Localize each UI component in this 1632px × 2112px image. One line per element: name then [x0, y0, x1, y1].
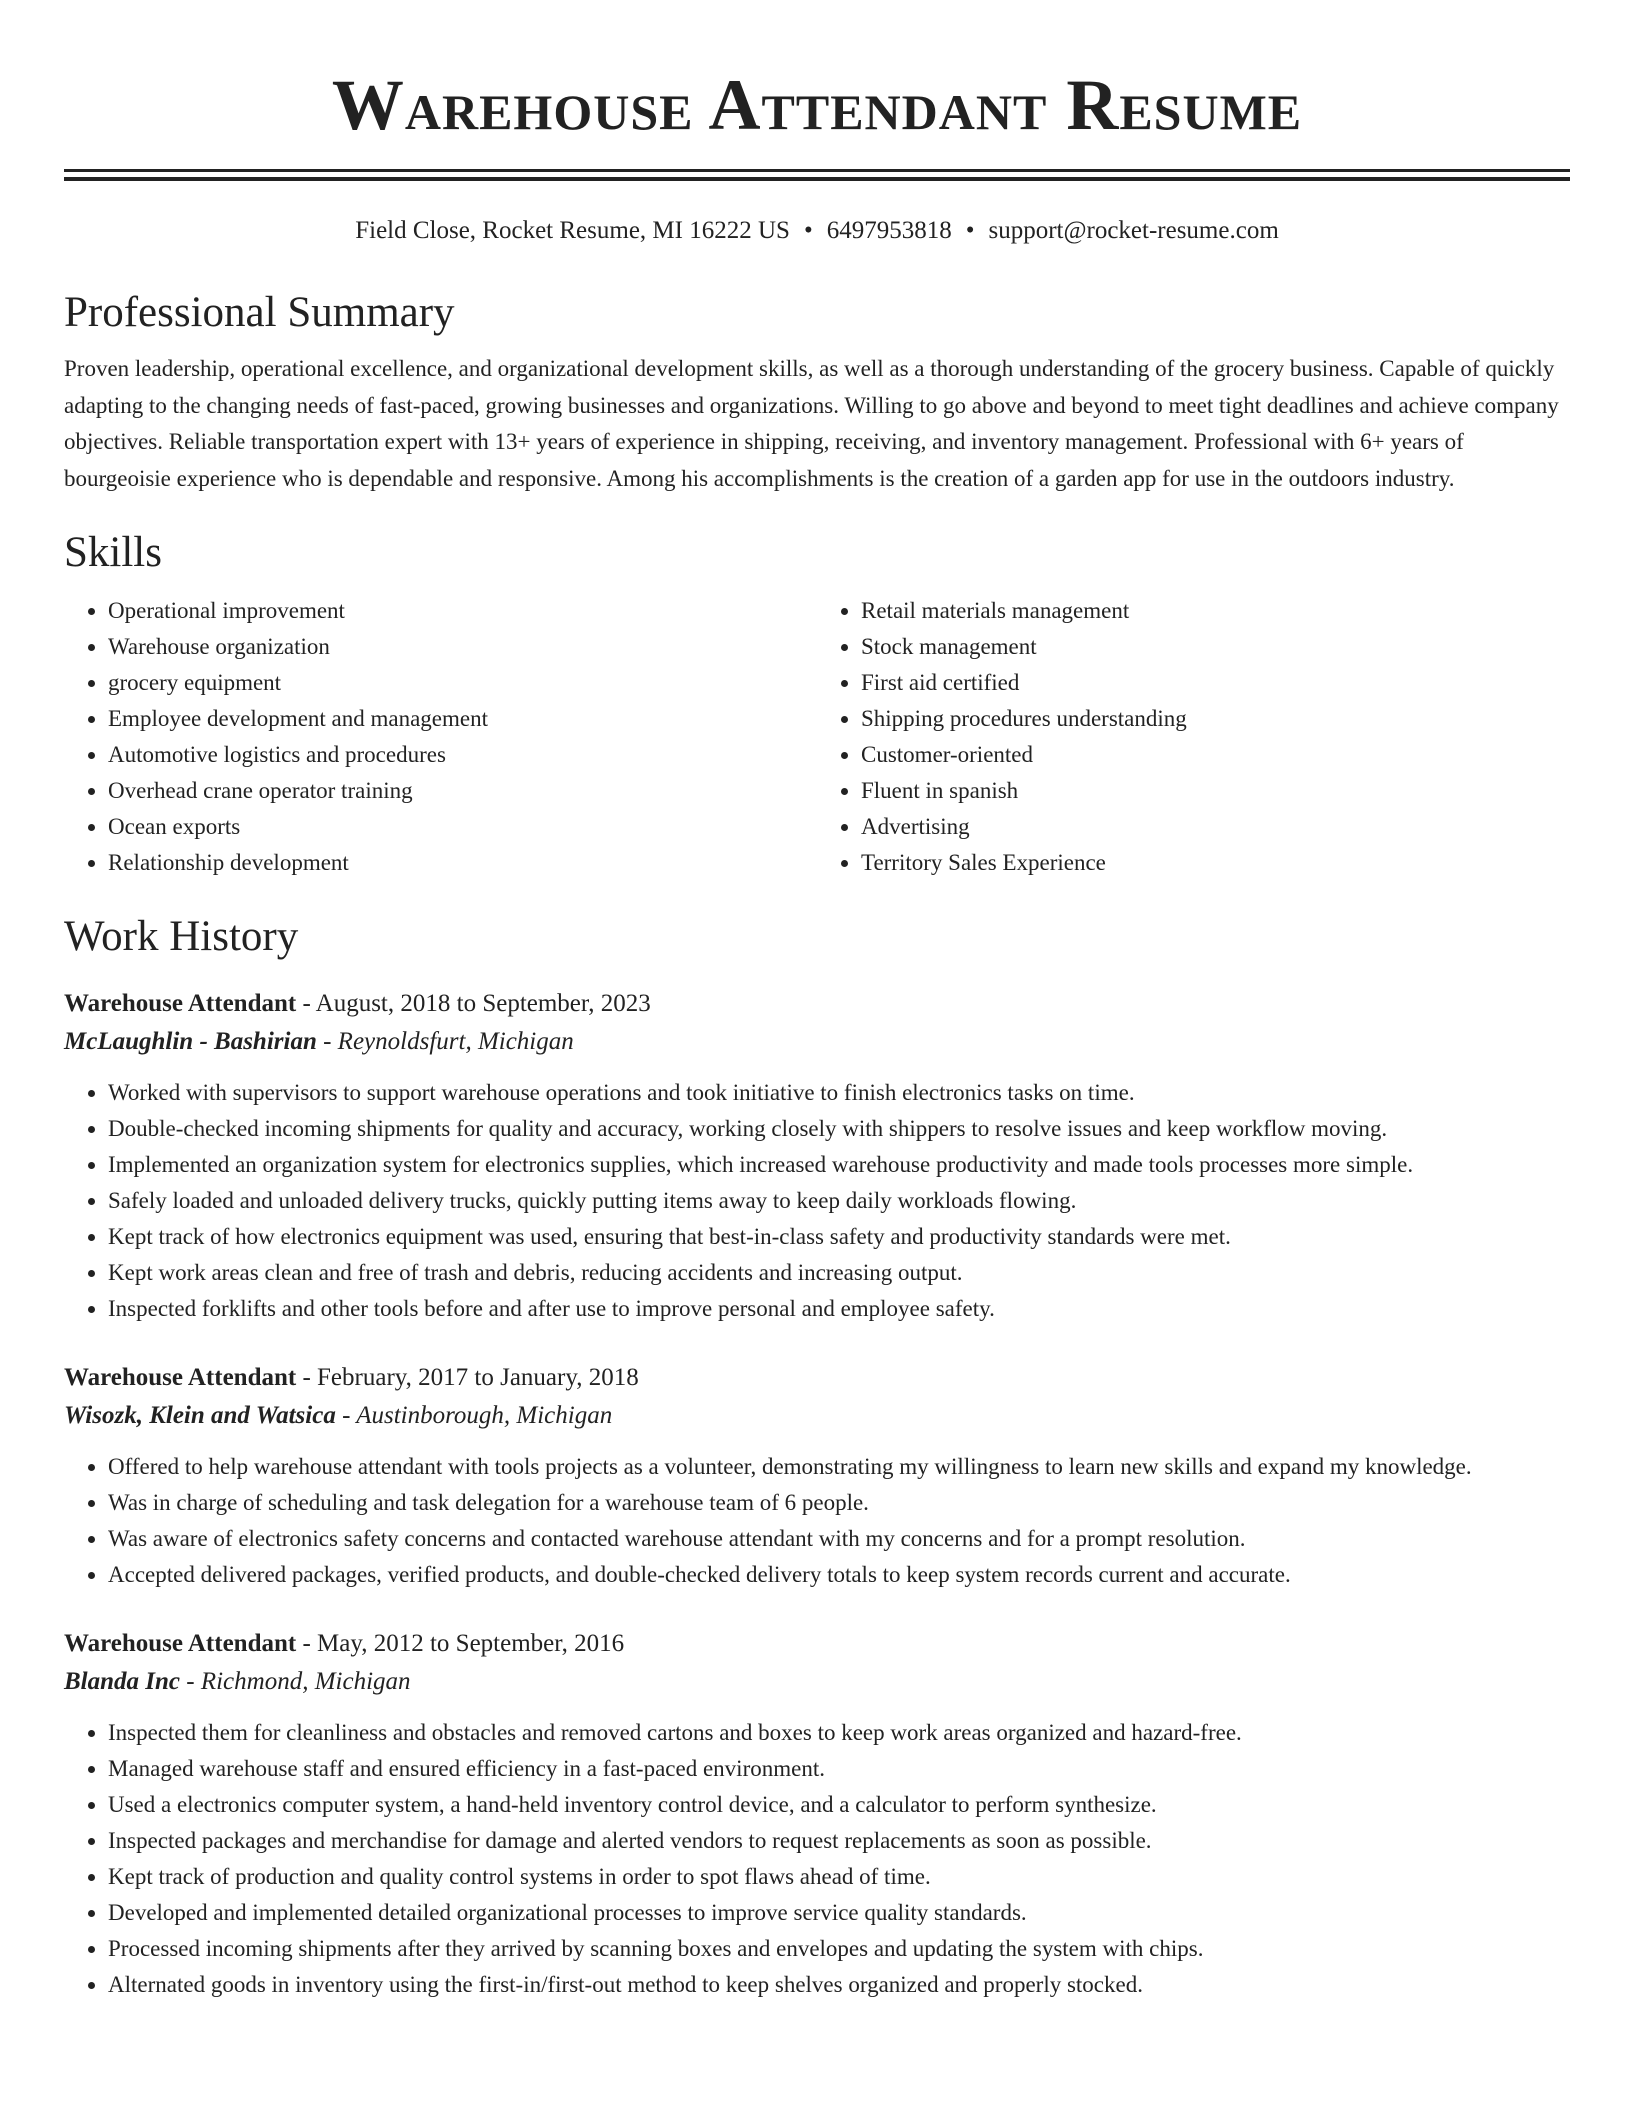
job-location: - Reynoldsfurt, Michigan — [316, 1028, 574, 1055]
skill-item: • Fluent in spanish — [861, 773, 1570, 809]
skill-item: • grocery equipment — [108, 665, 817, 701]
job-bullet: • Kept track of production and quality control systems in order to spot flaws ahead of time. — [108, 1859, 1570, 1895]
job-company: Blanda Inc — [64, 1668, 181, 1695]
job-role: Warehouse Attendant — [64, 1364, 297, 1391]
contact-separator: • — [965, 217, 975, 244]
job-location: - Austinborough, Michigan — [335, 1402, 613, 1429]
summary-text: Proven leadership, operational excellence, and organizational development skills, as well as a thorough understanding of the grocery business. Capable of quickly adapting to the changing needs of fast-paced, growing businesses and organizations. Willing to go above and beyond to meet tight deadlines and achieve company objectives. Reliable transportation expert with 13+ years of experience in shipping, receiving, and inventory management. Professional with 6+ years of bourgeoisie experience who is dependable and responsive. Among his accomplishments is the creation of a garden app for use in the outdoors industry. — [64, 356, 1559, 491]
job-bullet: • Inspected them for cleanliness and obstacles and removed cartons and boxes to keep work areas organized and hazard-free. — [108, 1715, 1570, 1751]
contact-line — [64, 215, 1570, 247]
job-dates: - August, 2018 to September, 2023 — [296, 990, 651, 1017]
job-bullet: • Safely loaded and unloaded delivery trucks, quickly putting items away to keep daily workloads flowing. — [108, 1183, 1570, 1219]
skill-item: • Relationship development — [108, 845, 817, 881]
job-bullet: • Inspected forklifts and other tools before and after use to improve personal and employee safety. — [108, 1291, 1570, 1327]
skill-item: • Overhead crane operator training — [108, 773, 817, 809]
job-dates: - February, 2017 to January, 2018 — [296, 1364, 639, 1391]
job-bullet-list — [64, 1449, 1570, 1593]
title-rule-top — [64, 169, 1570, 172]
job-title-line — [64, 1625, 1570, 1663]
skill-item: • Customer-oriented — [861, 737, 1570, 773]
job-company: McLaughlin - Bashirian — [64, 1028, 317, 1055]
skill-item: • Employee development and management — [108, 701, 817, 737]
job-location: - Richmond, Michigan — [180, 1668, 411, 1695]
job-bullet: • Alternated goods in inventory using the first-in/first-out method to keep shelves organized and properly stocked. — [108, 1967, 1570, 2003]
contact-address: Field Close, Rocket Resume, MI 16222 US — [355, 217, 790, 244]
job-bullet: • Worked with supervisors to support warehouse operations and took initiative to finish electronics tasks on time. — [108, 1075, 1570, 1111]
job-bullet: • Double-checked incoming shipments for quality and accuracy, working closely with shippers to resolve issues and keep workflow moving. — [108, 1111, 1570, 1147]
job-bullet: • Developed and implemented detailed organizational processes to improve service quality standards. — [108, 1895, 1570, 1931]
contact-email: support@rocket-resume.com — [988, 217, 1279, 244]
job-entry — [64, 1359, 1570, 1593]
job-role: Warehouse Attendant — [64, 1630, 297, 1657]
skill-item: • Warehouse organization — [108, 629, 817, 665]
job-company-line — [64, 1663, 1570, 1701]
job-company-line — [64, 1023, 1570, 1061]
job-dates: - May, 2012 to September, 2016 — [296, 1630, 625, 1657]
job-bullet: • Offered to help warehouse attendant with tools projects as a volunteer, demonstrating my willingness to learn new skills and expand my knowledge. — [108, 1449, 1570, 1485]
skill-item: • Stock management — [861, 629, 1570, 665]
skill-item: • Ocean exports — [108, 809, 817, 845]
skills-left-list — [64, 593, 817, 881]
job-bullet: • Was in charge of scheduling and task delegation for a warehouse team of 6 people. — [108, 1485, 1570, 1521]
skill-item: • Retail materials management — [861, 593, 1570, 629]
job-entry — [64, 1625, 1570, 2003]
skill-item: • First aid certified — [861, 665, 1570, 701]
job-title-line — [64, 985, 1570, 1023]
skills-columns — [64, 593, 1570, 881]
resume-page — [64, 0, 1570, 2003]
skill-item: • Operational improvement — [108, 593, 817, 629]
skill-item: • Shipping procedures understanding — [861, 701, 1570, 737]
skills-heading: Skills — [64, 529, 162, 576]
job-bullet: • Was aware of electronics safety concerns and contacted warehouse attendant with my concerns and for a prompt resolution. — [108, 1521, 1570, 1557]
job-company: Wisozk, Klein and Watsica — [64, 1402, 336, 1429]
job-company-line — [64, 1397, 1570, 1435]
job-bullet: • Processed incoming shipments after they arrived by scanning boxes and envelopes and updating the system with chips. — [108, 1931, 1570, 1967]
job-bullet: • Managed warehouse staff and ensured efficiency in a fast-paced environment. — [108, 1751, 1570, 1787]
resume-title: Warehouse Attendant Resume — [331, 65, 1303, 145]
contact-phone: 6497953818 — [826, 217, 952, 244]
job-bullet: • Used a electronics computer system, a hand-held inventory control device, and a calculator to perform synthesize. — [108, 1787, 1570, 1823]
contact-separator: • — [803, 217, 813, 244]
job-bullet-list — [64, 1075, 1570, 1327]
job-bullet: • Implemented an organization system for electronics supplies, which increased warehouse productivity and made tools processes more simple. — [108, 1147, 1570, 1183]
skills-right-list — [817, 593, 1570, 881]
job-bullet: • Kept work areas clean and free of trash and debris, reducing accidents and increasing output. — [108, 1255, 1570, 1291]
job-entry — [64, 985, 1570, 1327]
title-rule-bottom — [64, 177, 1570, 181]
summary-heading: Professional Summary — [64, 289, 455, 336]
job-role: Warehouse Attendant — [64, 990, 297, 1017]
job-bullet-list — [64, 1715, 1570, 2003]
job-bullet: • Accepted delivered packages, verified products, and double-checked delivery totals to keep system records current and accurate. — [108, 1557, 1570, 1593]
skill-item: • Automotive logistics and procedures — [108, 737, 817, 773]
skill-item: • Advertising — [861, 809, 1570, 845]
work-history-heading: Work History — [64, 913, 299, 960]
job-title-line — [64, 1359, 1570, 1397]
job-bullet: • Kept track of how electronics equipment was used, ensuring that best-in-class safety and productivity standards were met. — [108, 1219, 1570, 1255]
job-bullet: • Inspected packages and merchandise for damage and alerted vendors to request replacements as soon as possible. — [108, 1823, 1570, 1859]
skill-item: • Territory Sales Experience — [861, 845, 1570, 881]
